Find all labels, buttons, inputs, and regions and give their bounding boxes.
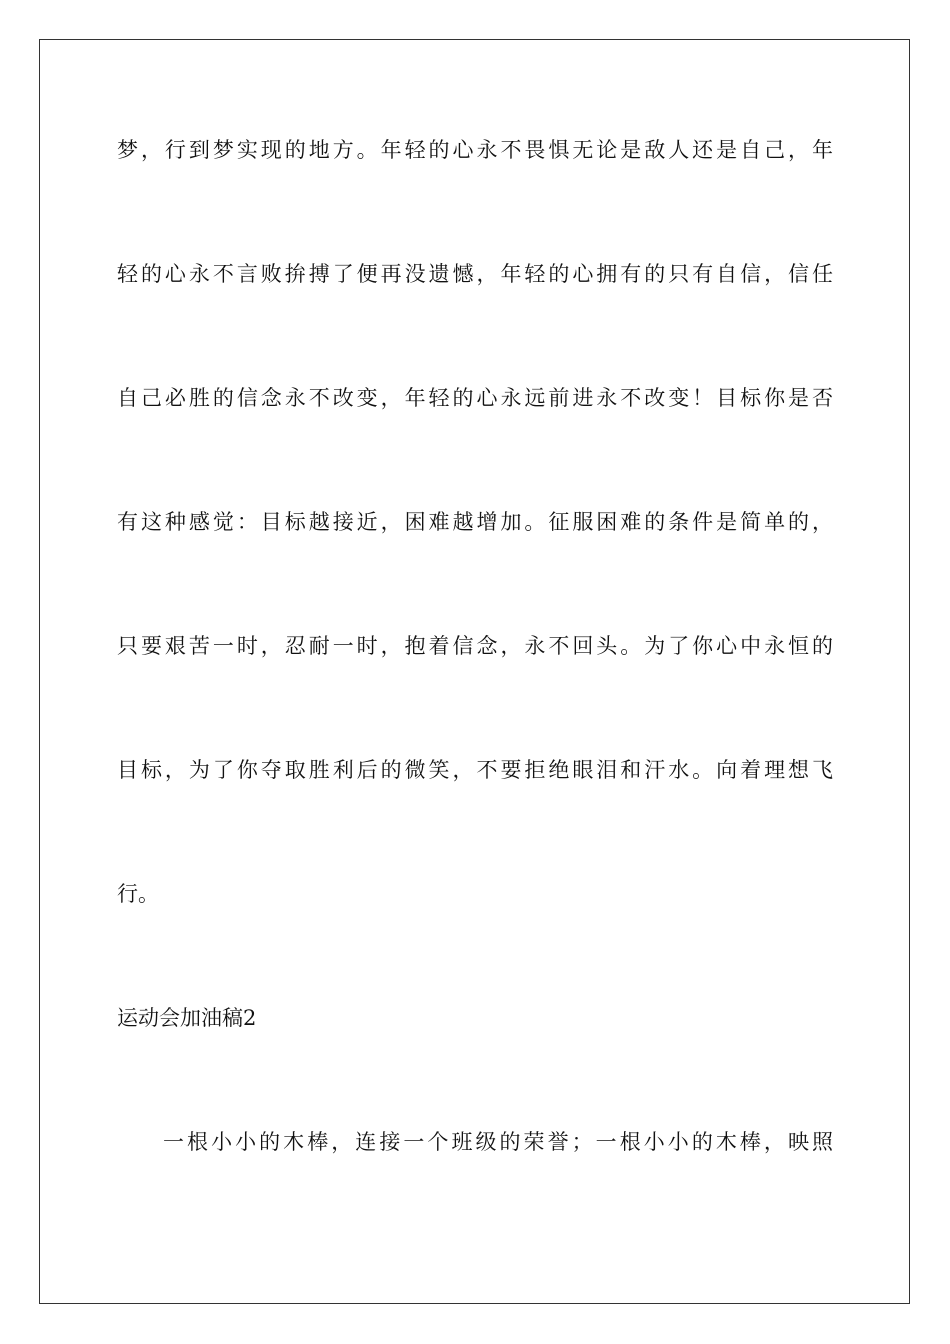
body-text-line-5: 只要艰苦一时，忍耐一时，抱着信念，永不回头。为了你心中永恒的 xyxy=(117,634,833,658)
body-text-line-2: 轻的心永不言败拚搏了便再没遗憾，年轻的心拥有的只有自信，信任 xyxy=(117,262,833,286)
body-text-line-4: 有这种感觉：目标越接近，困难越增加。征服困难的条件是简单的， xyxy=(117,510,833,534)
body-text-line-1: 梦，行到梦实现的地方。年轻的心永不畏惧无论是敌人还是自己，年 xyxy=(117,138,833,162)
body-text-line-7: 行。 xyxy=(117,882,159,906)
page-frame xyxy=(39,39,910,1304)
paragraph2-line-1: 一根小小的木棒，连接一个班级的荣誉；一根小小的木棒，映照 xyxy=(163,1130,833,1154)
body-text-line-3: 自己必胜的信念永不改变，年轻的心永远前进永不改变！目标你是否 xyxy=(117,386,833,410)
body-text-line-6: 目标，为了你夺取胜利后的微笑，不要拒绝眼泪和汗水。向着理想飞 xyxy=(117,758,833,782)
section-title: 运动会加油稿2 xyxy=(117,1006,257,1030)
